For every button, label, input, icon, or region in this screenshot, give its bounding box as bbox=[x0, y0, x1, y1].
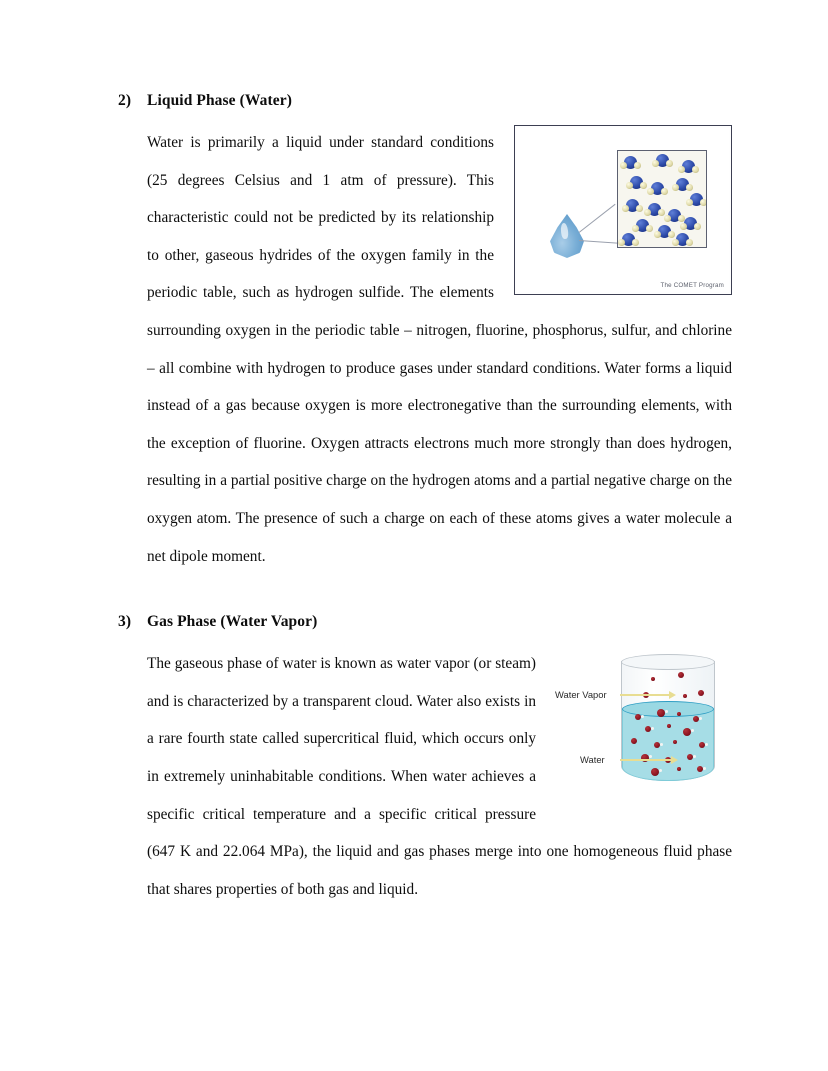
section-heading-gas-phase bbox=[118, 613, 732, 631]
water-molecule bbox=[658, 225, 671, 238]
callout-line-upper bbox=[579, 204, 616, 233]
paragraph-gas-phase: The gaseous phase of water is known as water vapor (or steam) and is characterized by a transparent cloud. Water also exists in a rare fourth state called supercritical fluid, which occurs only in extremely uninhabitable conditions. When water achieves a specific critical temperature and a specific critical pressure (647 K and 22.064 MPa), the liquid and gas phases merge into one homogeneous fluid phase that shares properties of both gas and liquid. bbox=[147, 655, 732, 898]
section-title: Gas Phase (Water Vapor) bbox=[147, 613, 318, 631]
molecule-inset-box bbox=[617, 150, 707, 248]
water-molecule bbox=[636, 219, 649, 232]
water-molecule bbox=[622, 233, 635, 246]
water-molecule bbox=[690, 193, 703, 206]
arrow-water bbox=[620, 759, 672, 761]
section-number: 2) bbox=[118, 92, 132, 109]
water-molecule bbox=[676, 233, 689, 246]
water-molecule bbox=[626, 199, 639, 212]
section-spacer bbox=[118, 575, 732, 613]
figure-credit: The COMET Program bbox=[660, 282, 724, 289]
water-molecule bbox=[648, 203, 661, 216]
section-body-gas-phase bbox=[118, 645, 732, 908]
section-title: Liquid Phase (Water) bbox=[147, 92, 292, 109]
paragraph-liquid-phase: Water is primarily a liquid under standard conditions (25 degrees Celsius and 1 atm of pressure). This characteristic could not be predicted by its relationship to other, gaseous hydrides of the oxygen family in the periodic table, such as hydrogen sulfide. The elements surrounding oxygen in the periodic table – nitrogen, fluorine, phosphorus, sulfur, and chlorine – all combine with hydrogen to produce gases under standard conditions. Water forms a liquid instead of a gas because oxygen is more electronegative than the surrounding elements, with the exception of fluorine. Oxygen attracts electrons much more strongly than does hydrogen, resulting in a partial positive charge on the hydrogen atoms and a partial negative charge on the oxygen atom. The presence of such a charge on each of these atoms gives a water molecule a net dipole moment. bbox=[147, 134, 732, 565]
beaker-vessel bbox=[621, 654, 715, 788]
section-heading-liquid-phase bbox=[118, 92, 732, 110]
water-molecule bbox=[651, 182, 664, 195]
figure-inner-canvas bbox=[517, 128, 729, 292]
section-number: 3) bbox=[118, 613, 132, 631]
water-molecule bbox=[624, 156, 637, 169]
water-molecule bbox=[676, 178, 689, 191]
section-body-liquid-phase bbox=[118, 124, 732, 575]
water-molecule bbox=[682, 160, 695, 173]
label-water: Water bbox=[580, 754, 605, 766]
page-content bbox=[118, 92, 732, 908]
label-water-vapor: Water Vapor bbox=[555, 689, 607, 701]
water-molecule bbox=[630, 176, 643, 189]
water-molecule bbox=[668, 209, 681, 222]
arrow-water-vapor bbox=[620, 694, 670, 696]
callout-line-lower bbox=[579, 240, 621, 244]
water-molecule bbox=[656, 154, 669, 167]
figure-beaker bbox=[554, 649, 732, 797]
figure-water-droplet bbox=[514, 125, 732, 295]
water-molecule bbox=[684, 217, 697, 230]
